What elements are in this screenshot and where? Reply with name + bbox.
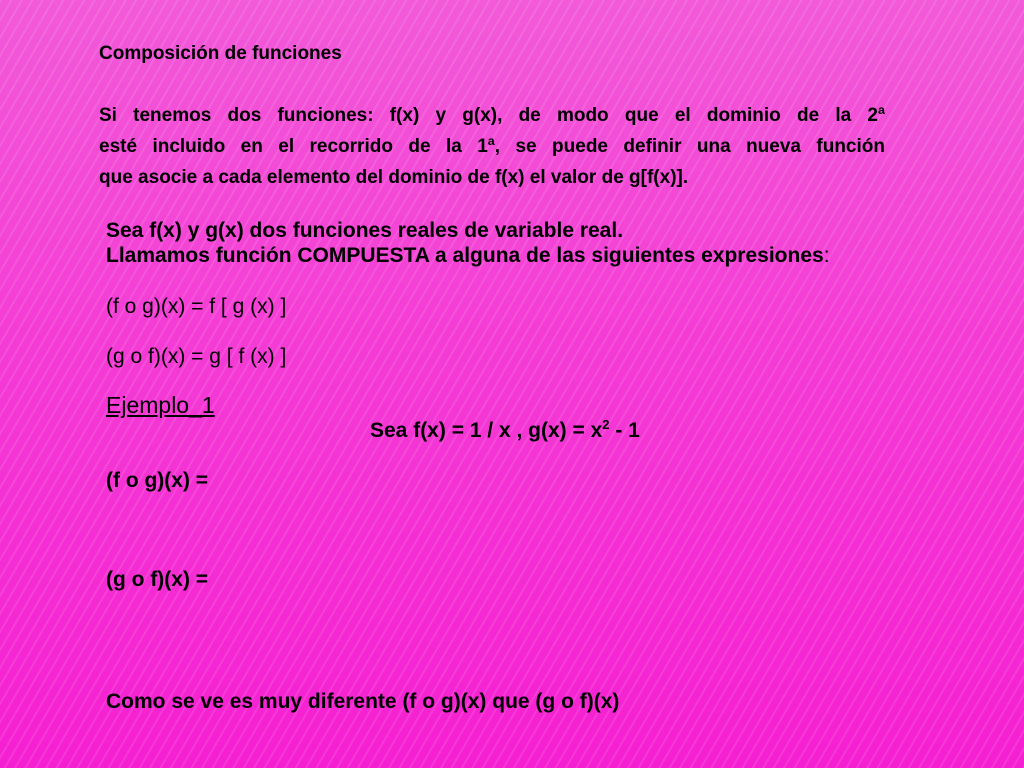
intro-paragraph-line: que asocie a cada elemento del dominio de f(x) el valor de g[f(x)]. — [99, 167, 689, 188]
slide-title: Composición de funciones — [99, 43, 342, 64]
example-statement-end: - 1 — [609, 419, 640, 442]
definition-line-2-text: Llamamos función COMPUESTA a alguna de las siguientes expresiones — [106, 244, 824, 267]
example-statement-exponent: 2 — [602, 417, 610, 432]
example-heading: Ejemplo_1 — [106, 392, 215, 418]
fog-label: (f o g)(x) = — [106, 469, 209, 492]
example-statement-start: Sea f(x) = 1 / x , g(x) = x — [370, 419, 603, 442]
gof-label: (g o f)(x) = — [106, 568, 209, 591]
definition-line-2-colon: : — [823, 244, 830, 267]
conclusion-text: Como se ve es muy diferente (f o g)(x) que (g o f)(x) — [106, 690, 620, 713]
definition-line-2 — [106, 245, 830, 266]
intro-paragraph-line: esté incluido en el recorrido de la 1ª, se puede definir una nueva función — [99, 136, 885, 157]
example-statement — [370, 417, 640, 442]
intro-paragraph-line: Si tenemos dos funciones: f(x) y g(x), de modo que el dominio de la 2ª — [99, 105, 885, 126]
formula-f-o-g: (f o g)(x) = f [ g (x) ] — [106, 295, 287, 318]
definition-line-1: Sea f(x) y g(x) dos funciones reales de variable real. — [106, 219, 624, 242]
formula-g-o-f: (g o f)(x) = g [ f (x) ] — [106, 345, 287, 368]
intro-paragraph — [99, 100, 885, 193]
